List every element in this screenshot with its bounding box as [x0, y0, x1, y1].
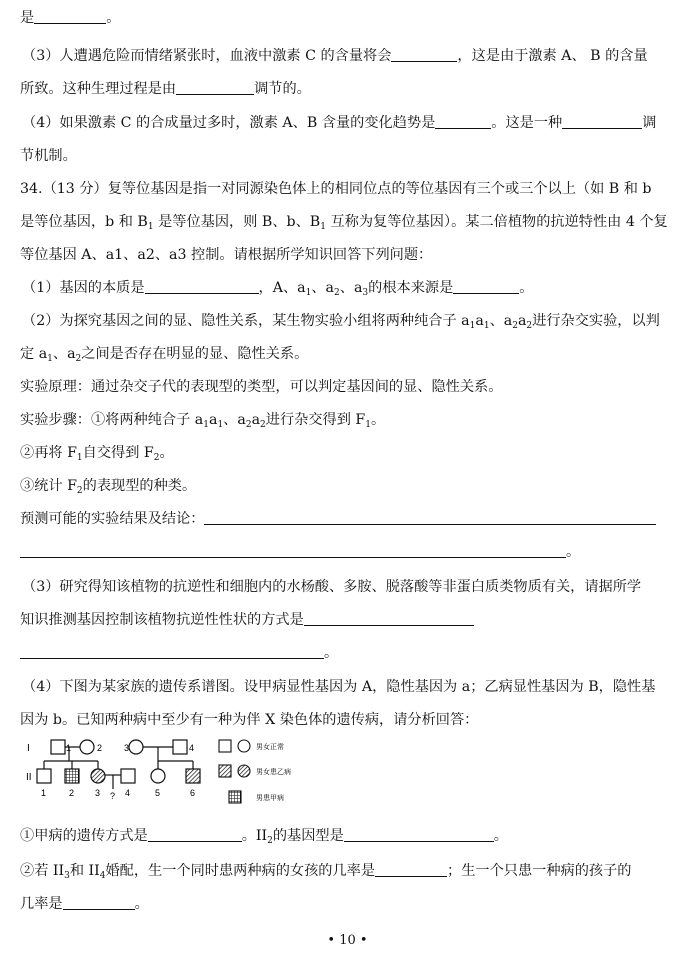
- answer-blank[interactable]: [145, 278, 259, 294]
- line-22: 因为 b。已知两种病中至少有一种为伴 X 染色体的遗传病，请分析回答：: [20, 712, 479, 728]
- line-11: 定 $a_1$、$a_2$之间是否存在明显的显、隐性关系。: [20, 346, 309, 364]
- legend-normal-label: 男女正常: [256, 744, 284, 751]
- individual-number: 6: [190, 788, 196, 798]
- pedigree-II2: [65, 769, 79, 783]
- answer-blank[interactable]: [304, 610, 474, 626]
- line-1: 是 。: [20, 10, 121, 26]
- answer-blank[interactable]: [148, 826, 242, 842]
- sub-question-2-cont: 几率是 。: [20, 896, 149, 912]
- answer-blank[interactable]: [453, 278, 519, 294]
- experiment-principle: 实验原理：通过杂交子代的表现型的类型，可以判定基因间的显、隐性关系。: [20, 379, 503, 395]
- legend-normal-male: [219, 740, 231, 752]
- line-10: （2）为探究基因之间的显、隐性关系，某生物实验小组将两种纯合子 $a_1a_1$、$a_2a_2$进行杂交实验，以判: [22, 313, 660, 331]
- sub-question-2: ②若 $II_3$和 $II_4$婚配，生一个同时患两种病的女孩的几率是 ；生一个只患一种病的孩子的: [20, 863, 632, 881]
- individual-number: 3: [124, 743, 130, 753]
- pedigree-I2: [80, 740, 94, 754]
- line-20: 。: [20, 643, 338, 663]
- pedigree-II4: [121, 769, 135, 783]
- legend-disease-b-male: [219, 765, 231, 777]
- legend-disease-b-female: [238, 765, 250, 777]
- generation-label-II: II: [26, 772, 32, 783]
- step-3: ③统计 $F_2$的表现型的种类。: [20, 478, 197, 496]
- individual-number: 4: [125, 788, 131, 798]
- pedigree-I4: [173, 740, 187, 754]
- answer-blank[interactable]: [20, 542, 566, 558]
- answer-blank[interactable]: [63, 894, 135, 910]
- line-19: 知识推测基因控制该植物抗逆性性状的方式是: [20, 610, 474, 630]
- sub-question-1: ①甲病的遗传方式是 。$II_2$的基因型是 。: [20, 828, 508, 846]
- answer-blank[interactable]: [344, 826, 494, 842]
- answer-blank[interactable]: [176, 79, 254, 95]
- individual-number: 2: [69, 788, 75, 798]
- pedigree-II3: [91, 769, 105, 783]
- individual-number: 5: [155, 788, 161, 798]
- pedigree-II6: [186, 769, 200, 783]
- line-2: （3）人遭遇危险而情绪紧张时，血液中激素 C 的含量将会 ，这是由于激素 A、 B 的含量: [22, 48, 648, 64]
- step-2: ②再将 $F_1$自交得到 $F_2$。: [20, 445, 174, 463]
- pedigree-I1: [51, 740, 65, 754]
- answer-blank[interactable]: [562, 113, 642, 129]
- legend-disease-a-male: [229, 791, 241, 803]
- line-3: 所致。这种生理过程是由 调节的。: [20, 81, 311, 97]
- line-18: （3）研究得知该植物的抗逆性和细胞内的水杨酸、多胺、脱落酸等非蛋白质类物质有关，请据所学: [22, 579, 642, 595]
- individual-number: 3: [95, 788, 101, 798]
- answer-blank[interactable]: [391, 46, 457, 62]
- pedigree-II5: [151, 769, 165, 783]
- answer-blank[interactable]: [204, 509, 656, 525]
- line-4: （4）如果激素 C 的合成量过多时，激素 A、B 含量的变化趋势是 。这是一种 调: [22, 115, 657, 131]
- answer-blank[interactable]: [20, 643, 324, 659]
- prediction-line: 预测可能的实验结果及结论：: [20, 509, 656, 529]
- answer-blank[interactable]: [435, 113, 491, 129]
- line-9: （1）基因的本质是 ，A、$a_1$、$a_2$、$a_3$的根本来源是 。: [22, 280, 534, 298]
- line-8: 等位基因 A、a1、a2、a3 控制。请根据所学知识回答下列问题：: [20, 247, 433, 263]
- line-5: 节机制。: [20, 148, 77, 164]
- page-number: • 10 •: [327, 933, 368, 948]
- legend-disease-a-label: 男患甲病: [256, 795, 284, 802]
- prediction-line-2: 。: [20, 542, 580, 562]
- line-7: 是等位基因，b 和 $B_1$ 是等位基因，则 B、b、$B_1$ 互称为复等位基因）。某二倍植物的抗逆特性由 4 个复: [20, 214, 668, 232]
- experiment-steps: 实验步骤：①将两种纯合子 $a_1a_1$、$a_2a_2$进行杂交得到 $F_1$。: [20, 412, 386, 430]
- individual-number: 2: [97, 743, 103, 753]
- pedigree-II1: [37, 769, 51, 783]
- answer-blank[interactable]: [34, 8, 106, 24]
- pedigree-diagram: [24, 735, 324, 815]
- legend-normal-female: [238, 740, 250, 752]
- pedigree-I3: [129, 740, 143, 754]
- answer-blank[interactable]: [375, 861, 447, 877]
- line-21: （4）下图为某家族的遗传系谱图。设甲病显性基因为 A，隐性基因为 a；乙病显性基因为 B，隐性基: [22, 679, 656, 695]
- generation-label-I: I: [27, 743, 30, 754]
- individual-number: 1: [66, 743, 72, 753]
- individual-number: 4: [189, 743, 195, 753]
- legend-disease-b-label: 男女患乙病: [256, 769, 291, 776]
- individual-number: 1: [41, 788, 47, 798]
- unknown-child-mark: ?: [110, 791, 116, 801]
- q34-header: 34.（13 分）复等位基因是指一对同源染色体上的相同位点的等位基因有三个或三个以上（如 B 和 b: [20, 181, 652, 197]
